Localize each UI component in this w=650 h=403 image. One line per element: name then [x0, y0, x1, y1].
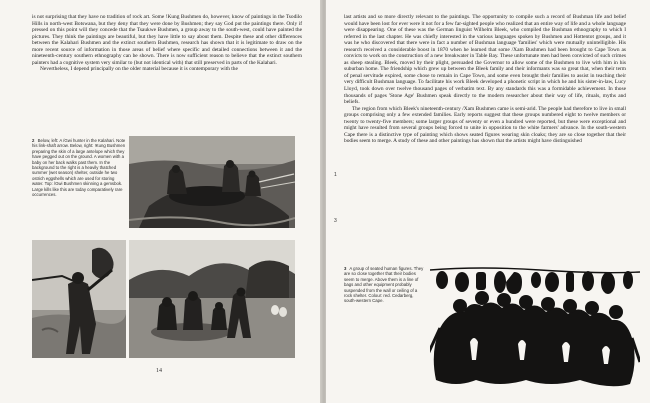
figure-2-number: 2 — [32, 138, 35, 143]
right-page — [326, 0, 650, 403]
right-paragraph-2: The region from which Bleek's nineteenth-century /Xam Bushmen came is semi-arid. The people had therefore to live in small groups comprising only a few extended families. Early reports suggest that these groups numbered eight to twelve members or twenty to twenty-five members; some larger groups of seventy or even a hundred were reported, but these were exceptional and might have resulted from several groups being forced to unite in opposition to the white farmers' advance. In the south-western Cape there is a distinctive type of painting which shows seated figures wearing skin cloaks; they are so close together that their bodies seem to merge. A study of these and other paintings has shown that the artists might have distinguished — [344, 105, 626, 145]
photo-gwi-hunter — [32, 240, 126, 358]
photo-preparing-skin — [129, 240, 295, 358]
left-page-text — [32, 14, 302, 73]
margin-marker-1: 1 — [334, 172, 337, 178]
right-page-text — [344, 14, 626, 145]
right-paragraph-1: last artists and so more directly relevant to the paintings. The opportunity to compile such a record of Bushman life and belief would have been lost for ever were it not for a few far-sighted people who realized that an entire way of life and a whole language were disappearing. One of these was the German linguist Wilhelm Bleek, who compiled the Bushman ethnography to which I referred in the last chapter. He was chiefly interested in the various languages spoken by Bushmen and Hottentot groups, and it was he who discovered that there were in fact a number of Bushman language 'families' which were mutually unintelligible. His research received a considerable boost in 1870 when he learned that some /Xam Bushmen had been brought to Cape Town as convicts to work on the construction of a new breakwater in Table Bay. These unfortunate men had been convicted of such crimes as sheep stealing. Bleek, moved by their plight, persuaded the Governor to allow some of the Bushmen to live with him in his suburban home. The friendship which grew up between the Bleek family and their informants was so great that, when their term of penal servitude expired, some chose to remain in Cape Town, and some even brought their families to assist in teaching their very difficult Bushman language. To facilitate his work Bleek developed a phonetic script in which he and his sister-in-law, Lucy Lloyd, took down over twelve thousand pages of verbatim text. By any standards this was a formidable achievement. In those thousands of pages 'Stone Age' Bushmen speak directly to the modern researcher about their way of life, rituals, myths and beliefs. — [344, 14, 626, 106]
figure-2-caption-text: Below, left: A /Gwi hunter in the Kalahari. Note his link-shaft arrow. Below, right: !Kung Bushmen preparing the skin of a large antelope which they have pegged out on the ground. A women with a baby on her back walks past them. In the background to the right is a heavily thatched summer (wet season) shelter, outside he two ostrich eggshells which are used for storing water. Top: /Gwi Bushmen skinning a gemsbok. Large kills like this are today comparatively rare occurrences. — [32, 138, 126, 198]
figure-3-caption — [344, 266, 426, 304]
left-paragraph-2: Nevertheless, I depend principally on the older material because it is contemporary with the — [40, 66, 238, 73]
left-page-number: 14 — [156, 368, 162, 374]
rock-painting-seated-figures — [430, 262, 640, 392]
left-page — [0, 0, 322, 403]
figure-3-caption-text: A group of seated human figures. They are so close together that their bodies seem to merge. Above them is a line of bags and other equipment probably suspended from the wall or ceiling of a rock shelter. Colour: red. Cedarberg, south-western Cape. — [344, 266, 424, 304]
margin-marker-3: 3 — [334, 218, 337, 224]
left-paragraph-1: is not surprising that they have no tradition of rock art. Some !Kung Bushmen do, however, know of paintings in the Tsodilo Hills in north-west Botswana, but they deny that they were done by Bushmen; they say God put the paintings there. Only if pressed on this point will they concede that the Tsaukwe Bushmen, a group away to the south-west, could have painted the pictures. They think the paintings are beautiful, but they have little to say about them. Despite these and other differences between the Kalahari Bushmen and the extinct southern Bushmen, research has shown that it is legitimate to draw on the more recent source of information in those areas of belief where specific and detailed connections between it and the nineteenth-century southern ethnography can be shown. There is now sufficient reason to believe that the extinct southern painters had a cognitive system very similar to (but not identical with) that still preserved in parts of the Kalahari. — [32, 14, 302, 66]
figure-2-caption — [32, 138, 126, 197]
photo-skinning-gemsbok — [129, 136, 295, 228]
figure-3-number: 3 — [344, 266, 347, 271]
